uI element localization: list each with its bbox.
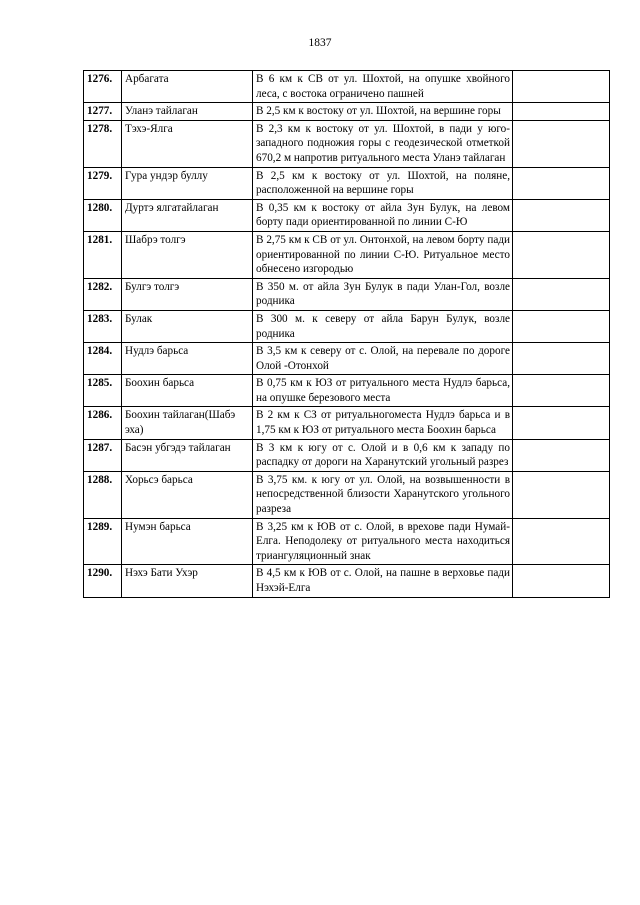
extra-cell bbox=[513, 167, 610, 199]
table-row bbox=[84, 310, 610, 342]
extra-cell bbox=[513, 343, 610, 375]
site-name-cell: Шабрэ толгэ bbox=[122, 231, 253, 278]
site-name-cell: Булгэ толгэ bbox=[122, 278, 253, 310]
table-row bbox=[84, 103, 610, 121]
row-number-cell: 1284. bbox=[84, 343, 122, 375]
table-row bbox=[84, 439, 610, 471]
site-location-cell: В 3 км к югу от с. Олой и в 0,6 км к западу по распадку от дороги на Харанутский угольный разрез bbox=[253, 439, 513, 471]
row-number-cell: 1283. bbox=[84, 310, 122, 342]
site-location-cell: В 3,75 км. к югу от ул. Олой, на возвышенности в непосредственной близости Харанутского угольного разреза bbox=[253, 471, 513, 518]
extra-cell bbox=[513, 439, 610, 471]
site-location-cell: В 2,5 км к востоку от ул. Шохтой, на поляне, расположенной на вершине горы bbox=[253, 167, 513, 199]
extra-cell bbox=[513, 310, 610, 342]
table-row bbox=[84, 199, 610, 231]
site-location-cell: В 0,75 км к ЮЗ от ритуального места Нудлэ барьса, на опушке березового места bbox=[253, 375, 513, 407]
row-number-cell: 1287. bbox=[84, 439, 122, 471]
row-number-cell: 1280. bbox=[84, 199, 122, 231]
site-name-cell: Дуртэ ялгатайлаган bbox=[122, 199, 253, 231]
site-location-cell: В 3,25 км к ЮВ от с. Олой, в врехове пади Нумай-Елга. Неподолеку от ритуального места находиться триангуляционный знак bbox=[253, 518, 513, 565]
row-number-cell: 1285. bbox=[84, 375, 122, 407]
site-location-cell: В 2,3 км к востоку от ул. Шохтой, в пади у юго-западного подножия горы с геодезической отметкой 670,2 м напротив ритуального места Уланэ тайлаган bbox=[253, 120, 513, 167]
extra-cell bbox=[513, 407, 610, 439]
row-number-cell: 1290. bbox=[84, 565, 122, 597]
site-location-cell: В 2,5 км к востоку от ул. Шохтой, на вершине горы bbox=[253, 103, 513, 121]
site-name-cell: Нумэн барьса bbox=[122, 518, 253, 565]
table-row bbox=[84, 120, 610, 167]
site-location-cell: В 2 км к СЗ от ритуальногоместа Нудлэ барьса и в 1,75 км к ЮЗ от ритуального места Боохин барьса bbox=[253, 407, 513, 439]
row-number-cell: 1288. bbox=[84, 471, 122, 518]
extra-cell bbox=[513, 375, 610, 407]
extra-cell bbox=[513, 565, 610, 597]
site-location-cell: В 0,35 км к востоку от айла Зун Булук, на левом борту пади ориентированной по линии С-Ю bbox=[253, 199, 513, 231]
site-name-cell: Булак bbox=[122, 310, 253, 342]
site-name-cell: Боохин барьса bbox=[122, 375, 253, 407]
site-name-cell: Уланэ тайлаган bbox=[122, 103, 253, 121]
row-number-cell: 1278. bbox=[84, 120, 122, 167]
registry-table-body bbox=[84, 71, 610, 598]
site-location-cell: В 350 м. от айла Зун Булук в пади Улан-Гол, возле родника bbox=[253, 278, 513, 310]
table-row bbox=[84, 278, 610, 310]
extra-cell bbox=[513, 231, 610, 278]
extra-cell bbox=[513, 120, 610, 167]
row-number-cell: 1276. bbox=[84, 71, 122, 103]
site-name-cell: Тэхэ-Ялга bbox=[122, 120, 253, 167]
table-row bbox=[84, 167, 610, 199]
extra-cell bbox=[513, 518, 610, 565]
site-name-cell: Нэхэ Бати Ухэр bbox=[122, 565, 253, 597]
extra-cell bbox=[513, 71, 610, 103]
site-name-cell: Арбагата bbox=[122, 71, 253, 103]
site-name-cell: Хорьсэ барьса bbox=[122, 471, 253, 518]
row-number-cell: 1282. bbox=[84, 278, 122, 310]
row-number-cell: 1279. bbox=[84, 167, 122, 199]
row-number-cell: 1289. bbox=[84, 518, 122, 565]
row-number-cell: 1286. bbox=[84, 407, 122, 439]
table-row bbox=[84, 343, 610, 375]
site-location-cell: В 3,5 км к северу от с. Олой, на перевале по дороге Олой -Отонхой bbox=[253, 343, 513, 375]
page-number: 1837 bbox=[308, 37, 332, 49]
site-location-cell: В 4,5 км к ЮВ от с. Олой, на пашне в верховье пади Нэхэй-Елга bbox=[253, 565, 513, 597]
table-row bbox=[84, 565, 610, 597]
row-number-cell: 1277. bbox=[84, 103, 122, 121]
site-name-cell: Гура ундэр буллу bbox=[122, 167, 253, 199]
table-row bbox=[84, 231, 610, 278]
row-number-cell: 1281. bbox=[84, 231, 122, 278]
table-row bbox=[84, 375, 610, 407]
extra-cell bbox=[513, 103, 610, 121]
site-name-cell: Боохин тайлаган(Шабэ эха) bbox=[122, 407, 253, 439]
extra-cell bbox=[513, 199, 610, 231]
table-row bbox=[84, 71, 610, 103]
site-location-cell: В 2,75 км к СВ от ул. Онтонхой, на левом борту пади ориентированной по линии С-Ю. Ритуальное место обнесено изгородью bbox=[253, 231, 513, 278]
table-row bbox=[84, 407, 610, 439]
table-row bbox=[84, 518, 610, 565]
site-name-cell: Басэн убгэдэ тайлаган bbox=[122, 439, 253, 471]
extra-cell bbox=[513, 471, 610, 518]
site-location-cell: В 6 км к СВ от ул. Шохтой, на опушке хвойного леса, с востока ограничено пашней bbox=[253, 71, 513, 103]
site-name-cell: Нудлэ барьса bbox=[122, 343, 253, 375]
site-location-cell: В 300 м. к северу от айла Барун Булук, возле родника bbox=[253, 310, 513, 342]
extra-cell bbox=[513, 278, 610, 310]
registry-table bbox=[83, 70, 610, 598]
table-row bbox=[84, 471, 610, 518]
